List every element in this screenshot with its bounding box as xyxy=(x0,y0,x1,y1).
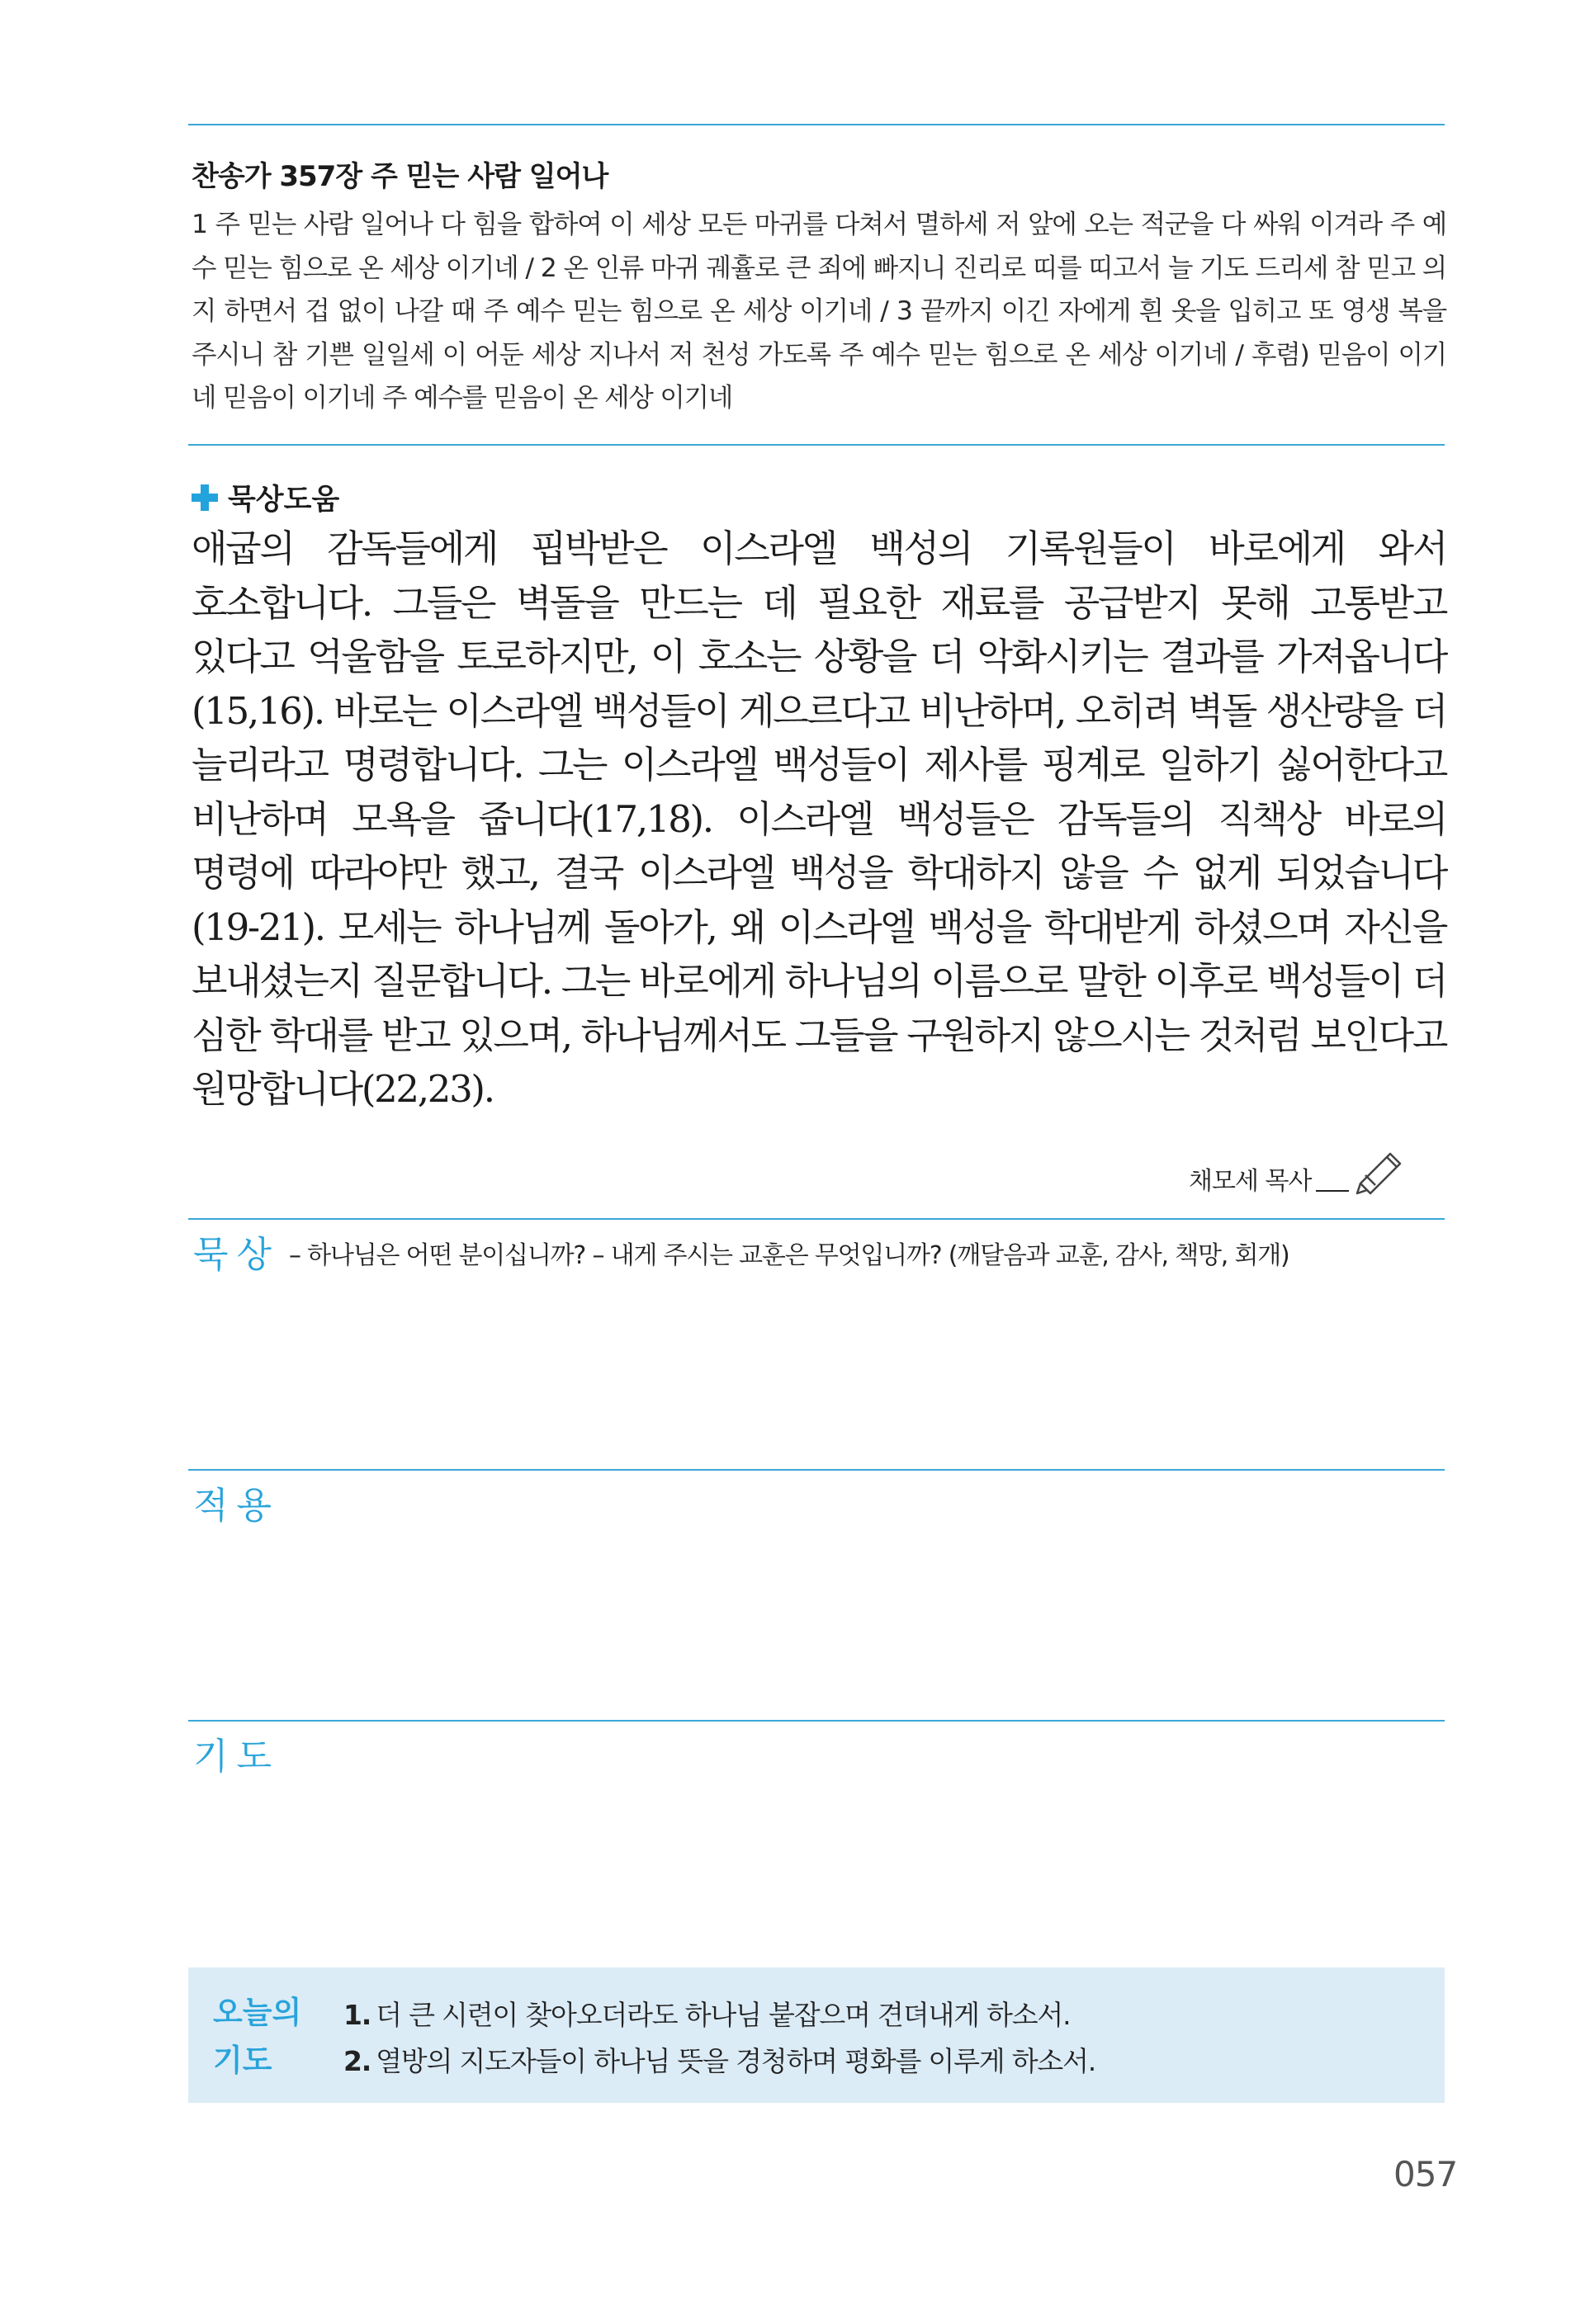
prayer-item-number: 2. xyxy=(343,2045,371,2077)
meditation-help-body: 애굽의 감독들에게 핍박받은 이스라엘 백성의 기록원들이 바로에게 와서 호소합니다. 그들은 벽돌을 만드는 데 필요한 재료를 공급받지 못해 고통받고 있다고 억울함을 토로하지만, 이 호소는 상황을 더 악화시키는 결과를 가져옵니다(15,16). 바로는 이스라엘 백성들이 게으르다고 비난하며, 오히려 벽돌 생산량을 더 늘리라고 명령합니다. 그는 이스라엘 백성들이 제사를 핑계로 일하기 싫어한다고 비난하며 모욕을 줍니다(17,18). 이스라엘 백성들은 감독들의 직책상 바로의 명령에 따라야만 했고, 결국 이스라엘 백성을 학대하지 않을 수 없게 되었습니다(19-21). 모세는 하나님께 돌아가, 왜 이스라엘 백성을 학대받게 하셨으며 자신을 보내셨는지 질문합니다. 그는 바로에게 하나님의 이름으로 말한 이후로 백성들이 더 심한 학대를 받고 있으며, 하나님께서도 그들을 구원하지 않으시는 것처럼 보인다고 원망합니다(22,23). xyxy=(192,527,1446,1111)
prayer-item xyxy=(343,1992,1095,2038)
meditation-label: 묵상 xyxy=(193,1234,281,1276)
todays-prayer-box xyxy=(188,1967,1445,2103)
prayer-label: 기도 xyxy=(193,1736,281,1778)
application-top-rule xyxy=(188,1469,1445,1471)
prayer-top-rule xyxy=(188,1720,1445,1722)
todays-prayer-label xyxy=(213,1989,301,2085)
meditation-help-title: 묵상도움 xyxy=(228,484,340,517)
meditation-help-heading xyxy=(192,477,339,518)
application-label: 적용 xyxy=(193,1485,281,1527)
prayer-item-text: 더 큰 시련이 찾아오더라도 하나님 붙잡으며 견뎌내게 하소서. xyxy=(376,1999,1071,2031)
prayer-item-number: 1. xyxy=(343,1999,371,2031)
signature-rule xyxy=(1316,1190,1349,1192)
page-number: 057 xyxy=(1393,2154,1458,2194)
author-name: 채모세 목사 xyxy=(1189,1167,1312,1196)
plus-icon xyxy=(192,484,218,511)
meditation-questions: – 하나님은 어떤 분이십니까? – 내게 주시는 교훈은 무엇입니까? (깨달음과 교훈, 감사, 책망, 회개) xyxy=(289,1241,1289,1270)
prayer-item xyxy=(343,2038,1095,2085)
pencil-icon xyxy=(1354,1149,1405,1197)
meditation-top-rule xyxy=(188,1218,1445,1220)
hymn-lyrics: 1 주 믿는 사람 일어나 다 힘을 합하여 이 세상 모든 마귀를 다쳐서 멸하세 저 앞에 오는 적군을 다 싸워 이겨라 주 예수 믿는 힘으로 온 세상 이기네 / 2 온 인류 마귀 궤휼로 큰 죄에 빠지니 진리로 띠를 띠고서 늘 기도 드리세 참 믿고 의지 하면서 겁 없이 나갈 때 주 예수 믿는 힘으로 온 세상 이기네 / 3 끝까지 이긴 자에게 흰 옷을 입히고 또 영생 복을 주시니 참 기쁜 일일세 이 어둔 세상 지나서 저 천성 가도록 주 예수 믿는 힘으로 온 세상 이기네 / 후렴) 믿음이 이기네 믿음이 이기네 주 예수를 믿음이 온 세상 이기네 xyxy=(192,210,1446,413)
todays-prayer-label-line1: 오늘의 xyxy=(213,1995,302,2030)
author-signature xyxy=(1189,1149,1405,1197)
hymn-bottom-rule xyxy=(188,444,1445,446)
todays-prayer-items xyxy=(343,1992,1095,2085)
prayer-item-text: 열방의 지도자들이 하나님 뜻을 경청하며 평화를 이루게 하소서. xyxy=(376,2045,1096,2077)
hymn-title: 찬송가 357장 주 믿는 사람 일어나 xyxy=(192,160,608,193)
todays-prayer-label-line2: 기도 xyxy=(213,2043,272,2078)
top-rule xyxy=(188,124,1445,125)
